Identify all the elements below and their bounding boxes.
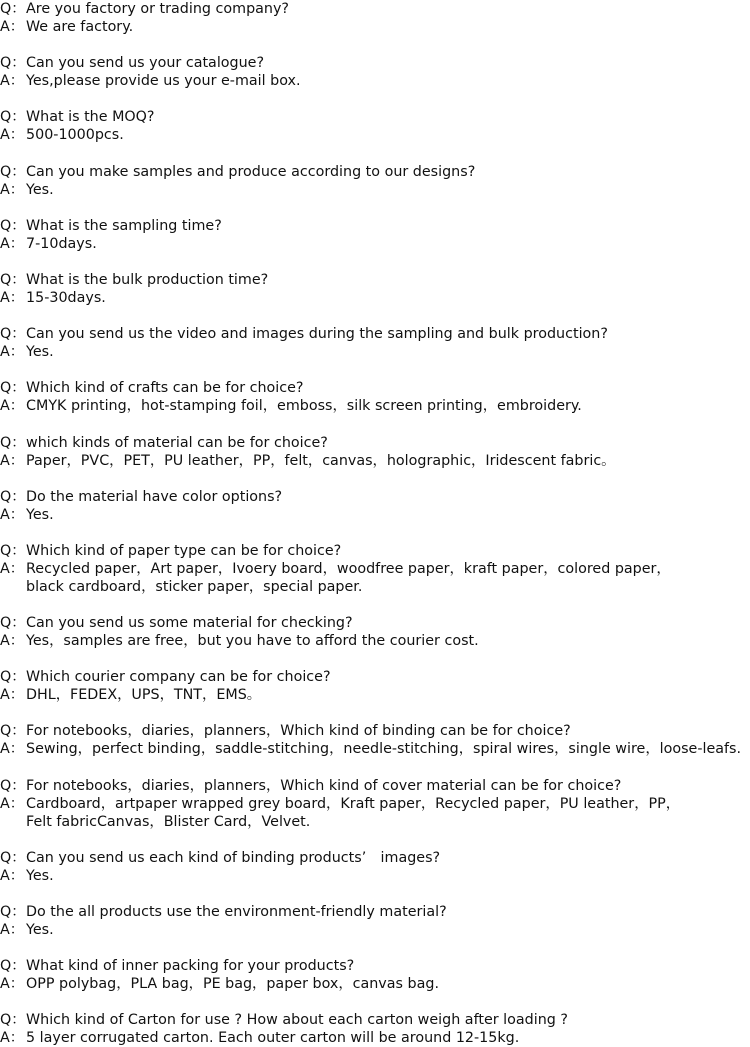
- spacer: [0, 993, 750, 1011]
- answer-text: OPP polybag，PLA bag，PE bag，paper box，canvas bag.: [26, 976, 439, 993]
- question-line: [0, 54, 750, 72]
- question-text: Can you send us your catalogue?: [26, 55, 265, 72]
- answer-continuation-line: [0, 578, 750, 596]
- answer-prefix: A：: [0, 344, 25, 361]
- faq-item: [0, 271, 750, 307]
- question-text: Can you send us each kind of binding products’ images?: [26, 849, 441, 866]
- faq-item: [0, 434, 750, 470]
- answer-prefix: A：: [0, 452, 25, 469]
- answer-text: Recycled paper，Art paper，Ivoery board，woodfree paper，kraft paper，colored paper，: [26, 560, 671, 577]
- faq-item: [0, 0, 750, 36]
- spacer: [0, 253, 750, 271]
- answer-line: [0, 921, 750, 939]
- spacer: [0, 831, 750, 849]
- faq-item: [0, 614, 750, 650]
- answer-text: Yes.: [26, 344, 54, 361]
- faq-item: [0, 777, 750, 831]
- answer-line: [0, 795, 750, 813]
- question-prefix: Q：: [0, 777, 26, 794]
- answer-text: We are factory.: [26, 19, 134, 35]
- spacer: [0, 596, 750, 614]
- question-text: Which kind of crafts can be for choice?: [26, 380, 304, 397]
- question-line: [0, 849, 750, 867]
- question-prefix: Q：: [0, 326, 26, 343]
- question-text: Do the material have color options?: [26, 488, 283, 505]
- spacer: [0, 144, 750, 162]
- answer-prefix: A：: [0, 976, 25, 993]
- spacer: [0, 650, 750, 668]
- question-line: [0, 325, 750, 343]
- spacer: [0, 758, 750, 776]
- answer-text: black cardboard，sticker paper，special paper.: [26, 578, 363, 595]
- answer-text: 15-30days.: [26, 289, 106, 306]
- question-prefix: Q：: [0, 109, 26, 126]
- answer-prefix: A：: [0, 687, 25, 704]
- question-line: [0, 903, 750, 921]
- question-prefix: Q：: [0, 669, 26, 686]
- question-text: Which courier company can be for choice?: [26, 669, 331, 686]
- answer-prefix: A：: [0, 1030, 25, 1047]
- answer-prefix: A：: [0, 181, 25, 198]
- question-line: [0, 163, 750, 181]
- question-prefix: Q：: [0, 904, 26, 920]
- answer-prefix: A：: [0, 506, 25, 523]
- answer-line: [0, 18, 750, 36]
- answer-text: 5 layer corrugated carton. Each outer carton will be around 12-15kg.: [26, 1030, 520, 1047]
- question-line: [0, 217, 750, 235]
- question-line: [0, 614, 750, 632]
- question-line: [0, 434, 750, 452]
- question-text: Which kind of paper type can be for choice?: [26, 542, 342, 559]
- answer-prefix: A：: [0, 633, 25, 650]
- answer-text: CMYK printing，hot-stamping foil，emboss，silk screen printing，embroidery.: [26, 398, 582, 415]
- answer-line: [0, 289, 750, 307]
- answer-text: Yes.: [26, 867, 54, 884]
- faq-item: [0, 722, 750, 758]
- spacer: [0, 524, 750, 542]
- question-line: [0, 271, 750, 289]
- question-prefix: Q：: [0, 488, 26, 505]
- question-line: [0, 542, 750, 560]
- answer-prefix: A：: [0, 289, 25, 306]
- answer-text: Paper，PVC，PET，PU leather，PP，felt，canvas，holographic，Iridescent fabric。: [26, 452, 616, 469]
- question-prefix: Q：: [0, 380, 26, 397]
- answer-prefix: A：: [0, 922, 25, 938]
- faq-item: [0, 668, 750, 704]
- answer-line: [0, 126, 750, 144]
- question-prefix: Q：: [0, 217, 26, 234]
- question-line: [0, 957, 750, 975]
- faq-item: [0, 903, 750, 939]
- question-line: [0, 379, 750, 397]
- answer-line: [0, 632, 750, 650]
- answer-text: 500-1000pcs.: [26, 127, 124, 144]
- answer-text: Yes，samples are free，but you have to afford the courier cost.: [26, 633, 479, 650]
- question-line: [0, 722, 750, 740]
- spacer: [0, 361, 750, 379]
- spacer: [0, 470, 750, 488]
- answer-line: [0, 560, 750, 578]
- question-text: For notebooks，diaries，planners，Which kind of binding can be for choice?: [26, 723, 571, 740]
- question-text: Can you send us the video and images during the sampling and bulk production?: [26, 326, 608, 343]
- answer-line: [0, 235, 750, 253]
- spacer: [0, 415, 750, 433]
- spacer: [0, 90, 750, 108]
- faq-item: [0, 325, 750, 361]
- spacer: [0, 36, 750, 54]
- question-text: Do the all products use the environment-friendly material?: [26, 904, 447, 920]
- question-text: For notebooks，diaries，planners，Which kind of cover material can be for choice?: [26, 777, 622, 794]
- answer-text: Felt fabricCanvas，Blister Card，Velvet.: [26, 813, 311, 830]
- question-text: Can you make samples and produce according to our designs?: [26, 163, 476, 180]
- answer-prefix: A：: [0, 560, 25, 577]
- answer-text: 7-10days.: [26, 235, 97, 252]
- question-prefix: Q：: [0, 1012, 26, 1029]
- answer-line: [0, 975, 750, 993]
- answer-line: [0, 740, 750, 758]
- answer-prefix: A：: [0, 741, 25, 758]
- question-text: which kinds of material can be for choice?: [26, 434, 328, 451]
- answer-line: [0, 181, 750, 199]
- answer-continuation-line: [0, 813, 750, 831]
- answer-prefix: A：: [0, 795, 25, 812]
- spacer: [0, 939, 750, 957]
- answer-prefix: A：: [0, 398, 25, 415]
- question-prefix: Q：: [0, 1, 26, 17]
- answer-line: [0, 686, 750, 704]
- question-prefix: Q：: [0, 163, 26, 180]
- answer-prefix: A：: [0, 127, 25, 144]
- question-prefix: Q：: [0, 958, 26, 975]
- answer-line: [0, 72, 750, 90]
- answer-line: [0, 506, 750, 524]
- answer-line: [0, 867, 750, 885]
- answer-line: [0, 397, 750, 415]
- question-text: What is the sampling time?: [26, 217, 222, 234]
- answer-text: Yes.: [26, 181, 54, 198]
- faq-item: [0, 54, 750, 90]
- answer-text: Sewing，perfect binding，saddle-stitching，needle-stitching，spiral wires，single wire，loose-leafs.: [26, 741, 742, 758]
- faq-item: [0, 957, 750, 993]
- question-text: Are you factory or trading company?: [26, 1, 290, 17]
- spacer: [0, 885, 750, 903]
- question-line: [0, 108, 750, 126]
- spacer: [0, 307, 750, 325]
- question-text: What is the MOQ?: [26, 109, 155, 126]
- question-prefix: Q：: [0, 723, 26, 740]
- answer-text: DHL，FEDEX，UPS，TNT，EMS。: [26, 687, 262, 704]
- question-text: Which kind of Carton for use ? How about each carton weigh after loading ?: [26, 1012, 568, 1029]
- question-text: Can you send us some material for checking?: [26, 615, 353, 632]
- answer-line: [0, 452, 750, 470]
- answer-prefix: A：: [0, 867, 25, 884]
- faq-item: [0, 849, 750, 885]
- faq-item: [0, 488, 750, 524]
- answer-text: Yes,please provide us your e-mail box.: [26, 73, 301, 90]
- answer-line: [0, 343, 750, 361]
- faq-item: [0, 542, 750, 596]
- question-prefix: Q：: [0, 434, 26, 451]
- question-prefix: Q：: [0, 542, 26, 559]
- answer-prefix: A：: [0, 73, 25, 90]
- answer-prefix: A：: [0, 19, 25, 35]
- faq-item: [0, 163, 750, 199]
- answer-text: Yes.: [26, 922, 54, 938]
- answer-line: [0, 1029, 750, 1047]
- faq-item: [0, 217, 750, 253]
- question-text: What kind of inner packing for your products?: [26, 958, 355, 975]
- question-line: [0, 1011, 750, 1029]
- faq-item: [0, 1011, 750, 1047]
- spacer: [0, 704, 750, 722]
- question-prefix: Q：: [0, 849, 26, 866]
- faq-item: [0, 379, 750, 415]
- faq-item: [0, 108, 750, 144]
- answer-text: Yes.: [26, 506, 54, 523]
- question-line: [0, 488, 750, 506]
- question-line: [0, 668, 750, 686]
- answer-prefix: A：: [0, 235, 25, 252]
- answer-text: Cardboard，artpaper wrapped grey board，Kraft paper，Recycled paper，PU leather，PP，: [26, 795, 681, 812]
- question-text: What is the bulk production time?: [26, 271, 269, 288]
- question-prefix: Q：: [0, 55, 26, 72]
- question-line: [0, 0, 750, 18]
- spacer: [0, 199, 750, 217]
- question-line: [0, 777, 750, 795]
- question-prefix: Q：: [0, 615, 26, 632]
- question-prefix: Q：: [0, 271, 26, 288]
